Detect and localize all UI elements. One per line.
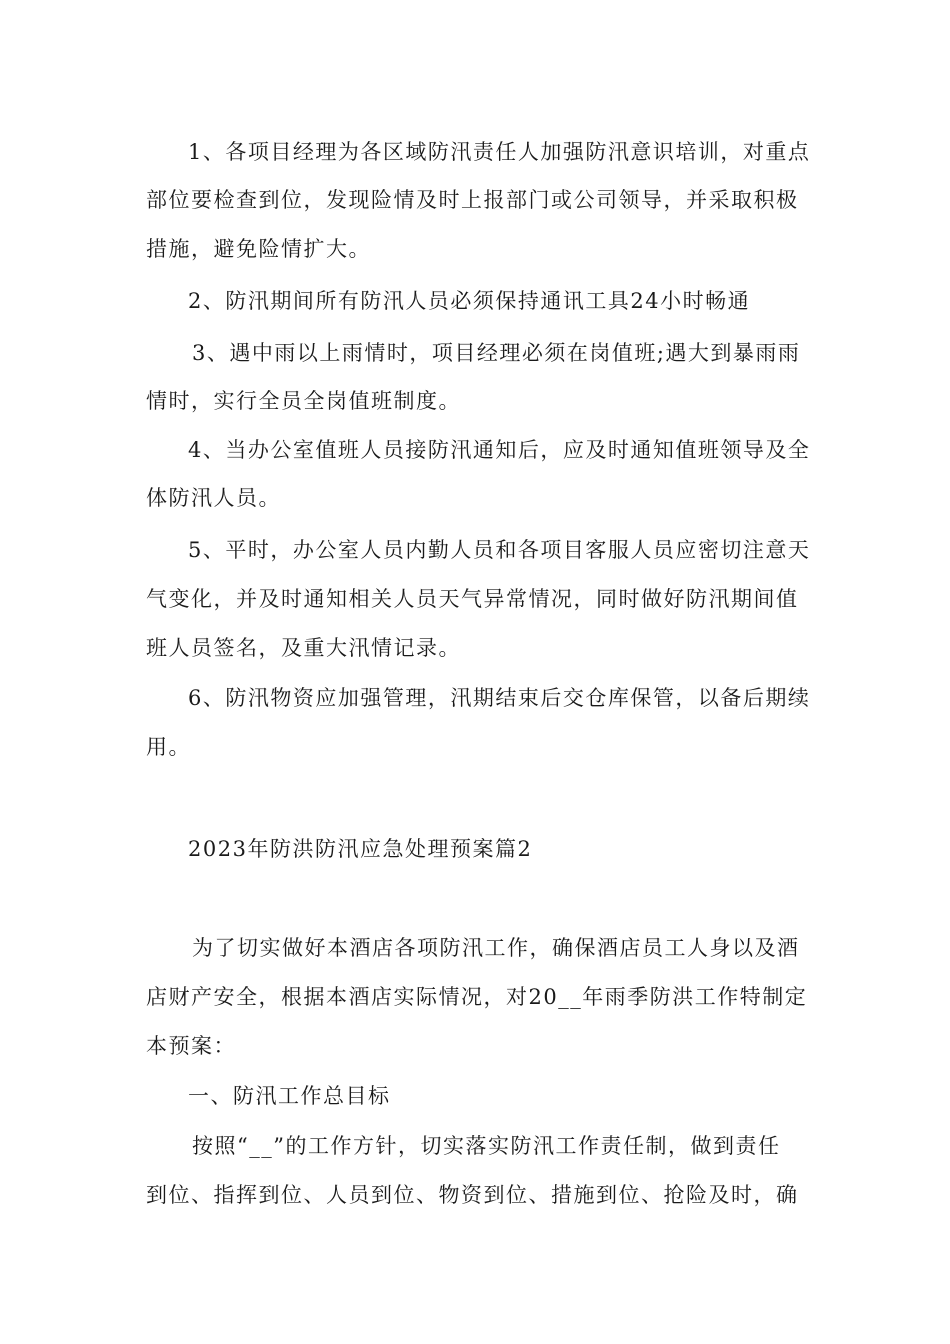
item-4-line-2: 体防汛人员。 — [146, 486, 281, 510]
section-title: 2023年防洪防汛应急处理预案篇2 — [188, 837, 533, 861]
intro-line-2: 店财产安全，根据本酒店实际情况，对20__年雨季防洪工作特制定 — [146, 985, 808, 1009]
item-1-line-3: 措施，避免险情扩大。 — [146, 237, 371, 261]
goal-line-1: 按照“__”的工作方针，切实落实防汛工作责任制，做到责任 — [192, 1134, 781, 1158]
item-2-line-1: 2、防汛期间所有防汛人员必须保持通讯工具24小时畅通 — [188, 289, 751, 313]
item-5-line-1: 5、平时，办公室人员内勤人员和各项目客服人员应密切注意天 — [188, 538, 811, 562]
item-1-line-1: 1、各项目经理为各区域防汛责任人加强防汛意识培训，对重点 — [188, 140, 811, 164]
item-3-line-1: 3、遇中雨以上雨情时，项目经理必须在岗值班;遇大到暴雨雨 — [192, 341, 801, 365]
intro-line-3: 本预案： — [146, 1034, 236, 1058]
item-3-line-2: 情时，实行全员全岗值班制度。 — [146, 389, 461, 413]
item-6-line-1: 6、防汛物资应加强管理，汛期结束后交仓库保管，以备后期续 — [188, 686, 811, 710]
goal-line-2: 到位、指挥到位、人员到位、物资到位、措施到位、抢险及时，确 — [146, 1183, 799, 1207]
intro-line-1: 为了切实做好本酒店各项防汛工作，确保酒店员工人身以及酒 — [192, 936, 800, 960]
item-6-line-2: 用。 — [146, 735, 191, 759]
heading-goal: 一、防汛工作总目标 — [188, 1084, 391, 1108]
item-4-line-1: 4、当办公室值班人员接防汛通知后，应及时通知值班领导及全 — [188, 438, 811, 462]
item-5-line-2: 气变化，并及时通知相关人员天气异常情况，同时做好防汛期间值 — [146, 587, 799, 611]
item-1-line-2: 部位要检查到位，发现险情及时上报部门或公司领导，并采取积极 — [146, 188, 799, 212]
item-5-line-3: 班人员签名，及重大汛情记录。 — [146, 636, 461, 660]
